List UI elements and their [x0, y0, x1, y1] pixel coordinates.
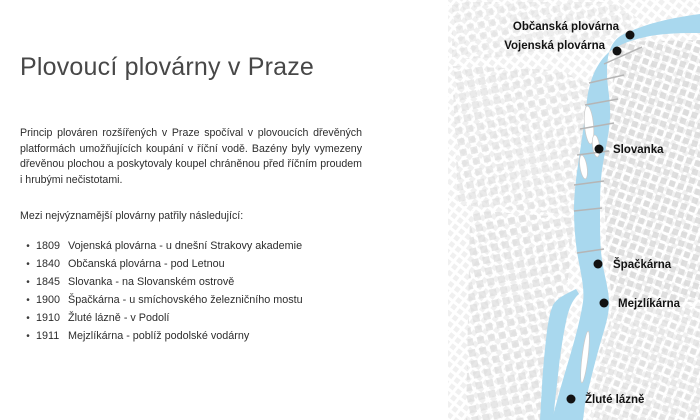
marker-dot — [594, 260, 603, 269]
marker-label: Občanská plovárna — [512, 21, 619, 33]
pool-list-item — [20, 330, 365, 348]
marker-dot — [613, 47, 622, 56]
pool-description: Vojenská plovárna - u dnešní Strakovy akademie — [68, 240, 303, 252]
marker-dot — [567, 395, 576, 404]
pool-list-item — [20, 258, 365, 276]
marker-label: Vojenská plovárna — [504, 40, 605, 52]
bullet-icon: • — [26, 295, 30, 306]
pool-list-item — [20, 294, 365, 312]
marker-dot — [626, 31, 635, 40]
marker-label: Špačkárna — [613, 259, 672, 271]
bullet-icon: • — [26, 277, 30, 288]
pool-description: Žluté lázně - v Podolí — [68, 312, 170, 324]
prague-map — [440, 0, 700, 420]
map-image — [440, 0, 700, 420]
pool-description: Slovanka - na Slovanském ostrově — [68, 276, 235, 288]
marker-dot — [600, 299, 609, 308]
pool-list-item — [20, 312, 365, 330]
pool-year: 1809 — [36, 240, 61, 252]
list-intro: Mezi nejvýznamější plovárny patřily následující: — [20, 210, 244, 222]
pool-list-item — [20, 240, 365, 258]
page-title: Plovoucí plovárny v Praze — [20, 53, 315, 81]
marker-label: Žluté lázně — [585, 394, 645, 406]
bullet-icon: • — [26, 313, 30, 324]
intro-paragraph: Princip plováren rozšířených v Praze spočíval v plovoucích dřevěných platformách umožňujících koupání v říční vodě. Bazény byly vymezeny dřevěnou plochou a poskytovaly koupel chráněnou před říčním proudem i hrubými nečistotami. — [20, 127, 362, 186]
marker-label: Slovanka — [613, 144, 664, 156]
pool-year: 1900 — [36, 294, 61, 306]
pool-description: Občanská plovárna - pod Letnou — [68, 258, 225, 270]
bullet-icon: • — [26, 331, 30, 342]
bullet-icon: • — [26, 259, 30, 270]
marker-label: Mejzlíkárna — [618, 298, 680, 310]
pool-list-item — [20, 276, 365, 294]
pool-year: 1911 — [36, 330, 60, 342]
pool-year: 1845 — [36, 276, 61, 288]
pool-year: 1910 — [36, 312, 61, 324]
pool-list — [20, 240, 365, 348]
pool-description: Špačkárna - u smíchovského železničního mostu — [68, 294, 303, 306]
pool-description: Mejzlíkárna - poblíž podolské vodárny — [68, 330, 250, 342]
marker-dot — [595, 145, 604, 154]
bullet-icon: • — [26, 241, 30, 252]
pool-year: 1840 — [36, 258, 61, 270]
